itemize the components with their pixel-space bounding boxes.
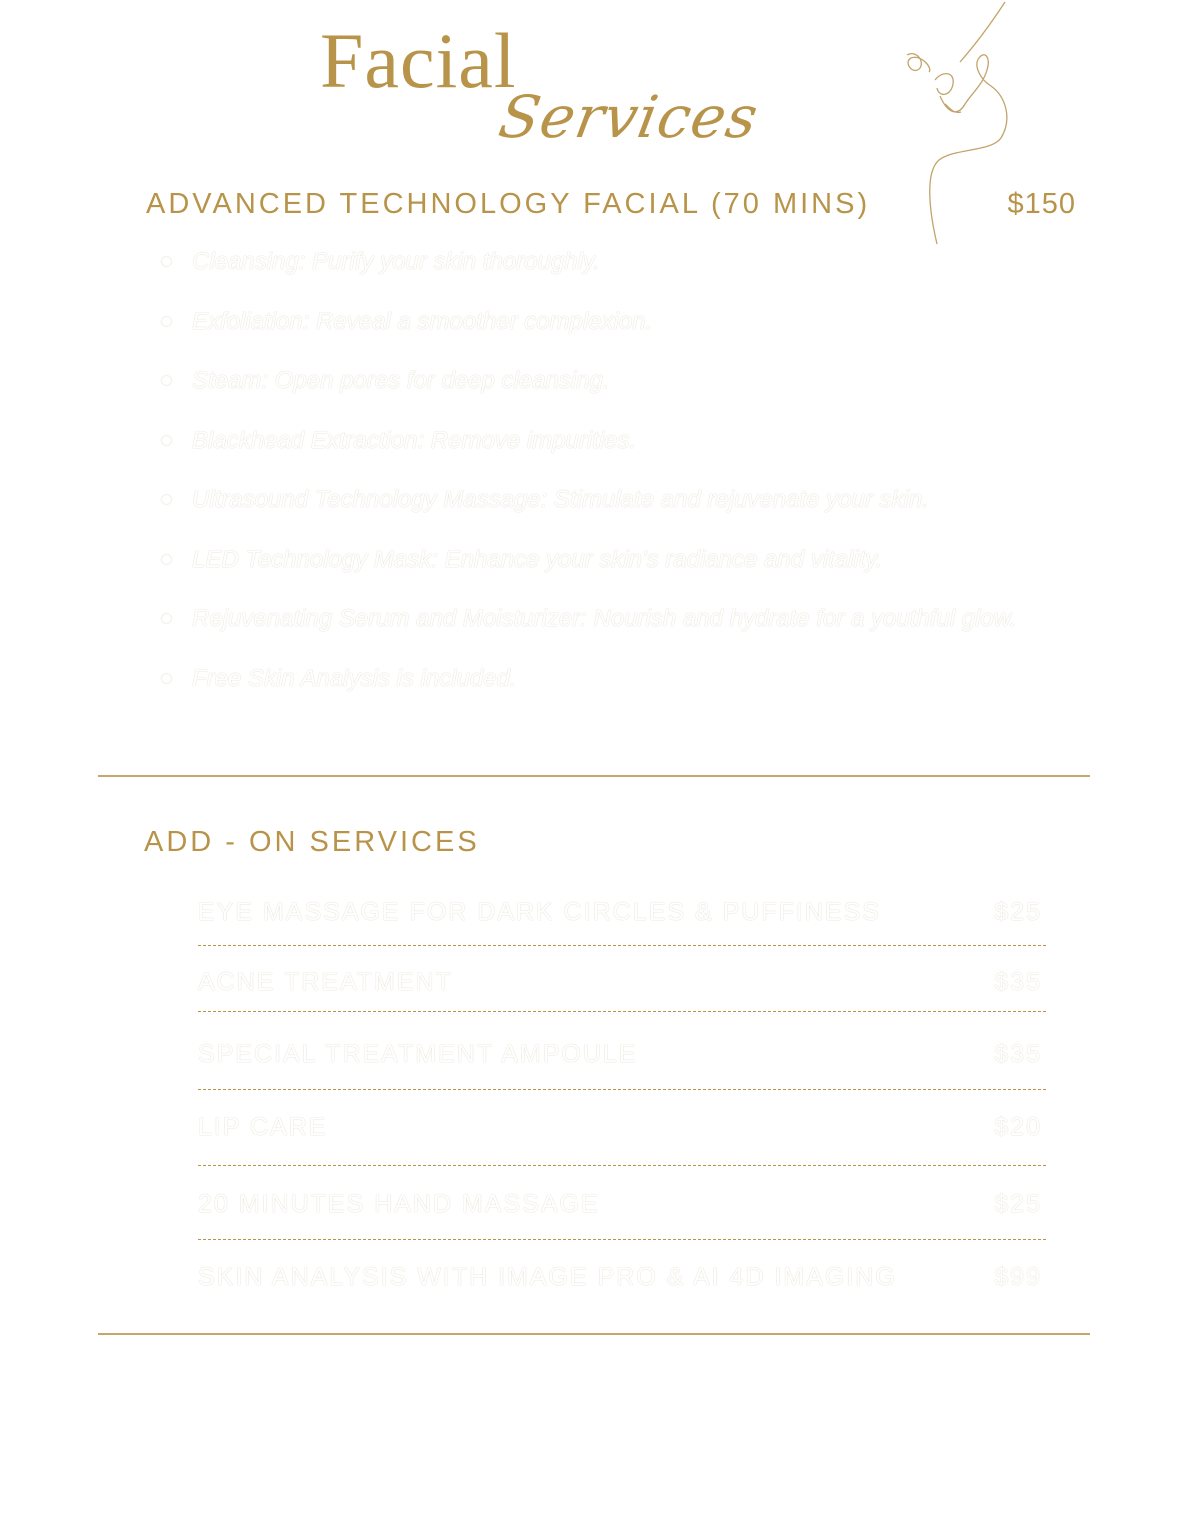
- addon-price: $25: [994, 898, 1042, 926]
- addons-heading: ADD - ON SERVICES: [144, 826, 480, 858]
- bullet-icon: [162, 555, 171, 564]
- addon-name: SPECIAL TREATMENT AMPOULE: [198, 1040, 638, 1068]
- addon-price: $35: [994, 968, 1042, 996]
- main-service-price: $150: [1007, 188, 1076, 220]
- list-item: Steam: Open pores for deep cleansing.: [160, 351, 1040, 411]
- feature-list: [160, 232, 1040, 708]
- addon-row: [198, 1190, 1046, 1230]
- bullet-icon: [162, 436, 171, 445]
- page-subtitle: Services: [494, 83, 764, 151]
- addon-row: [198, 898, 1046, 938]
- bullet-icon: [162, 674, 171, 683]
- bullet-icon: [162, 317, 171, 326]
- main-service: [146, 188, 1076, 228]
- list-item: Free Skin Analysis is included.: [160, 649, 1040, 709]
- addon-name: 20 MINUTES HAND MASSAGE: [198, 1190, 600, 1218]
- list-item: Ultrasound Technology Massage: Stimulate and rejuvenate your skin.: [160, 470, 1040, 530]
- addon-price: $35: [994, 1040, 1042, 1068]
- addon-name: LIP CARE: [198, 1113, 328, 1141]
- list-item: Blackhead Extraction: Remove impurities.: [160, 411, 1040, 471]
- bullet-icon: [162, 614, 171, 623]
- addon-row: [198, 968, 1046, 1008]
- addon-row: [198, 1040, 1046, 1080]
- row-divider: [198, 1239, 1046, 1240]
- addon-row: [198, 1113, 1046, 1153]
- addon-price: $20: [994, 1113, 1042, 1141]
- addon-name: ACNE TREATMENT: [198, 968, 453, 996]
- section-divider: [98, 1333, 1090, 1335]
- bullet-icon: [162, 376, 171, 385]
- section-divider: [98, 775, 1090, 777]
- addon-name: SKIN ANALYSIS WITH IMAGE PRO & AI 4D IMAGING: [198, 1263, 897, 1291]
- bullet-icon: [162, 495, 171, 504]
- main-service-name: ADVANCED TECHNOLOGY FACIAL (70 MINS): [146, 188, 871, 220]
- list-item: Exfoliation: Reveal a smoother complexion.: [160, 292, 1040, 352]
- addon-price: $99: [994, 1263, 1042, 1291]
- addon-name: EYE MASSAGE FOR DARK CIRCLES & PUFFINESS: [198, 898, 881, 926]
- addon-price: $25: [994, 1190, 1042, 1218]
- list-item: LED Technology Mask: Enhance your skin's radiance and vitality.: [160, 530, 1040, 590]
- page-title: Facial: [320, 17, 517, 104]
- row-divider: [198, 945, 1046, 946]
- list-item: Rejuvenating Serum and Moisturizer: Nourish and hydrate for a youthful glow.: [160, 589, 1040, 649]
- bullet-icon: [162, 257, 171, 266]
- row-divider: [198, 1089, 1046, 1090]
- row-divider: [198, 1165, 1046, 1166]
- addon-row: [198, 1263, 1046, 1303]
- row-divider: [198, 1011, 1046, 1012]
- list-item: Cleansing: Purify your skin thoroughly.: [160, 232, 1040, 292]
